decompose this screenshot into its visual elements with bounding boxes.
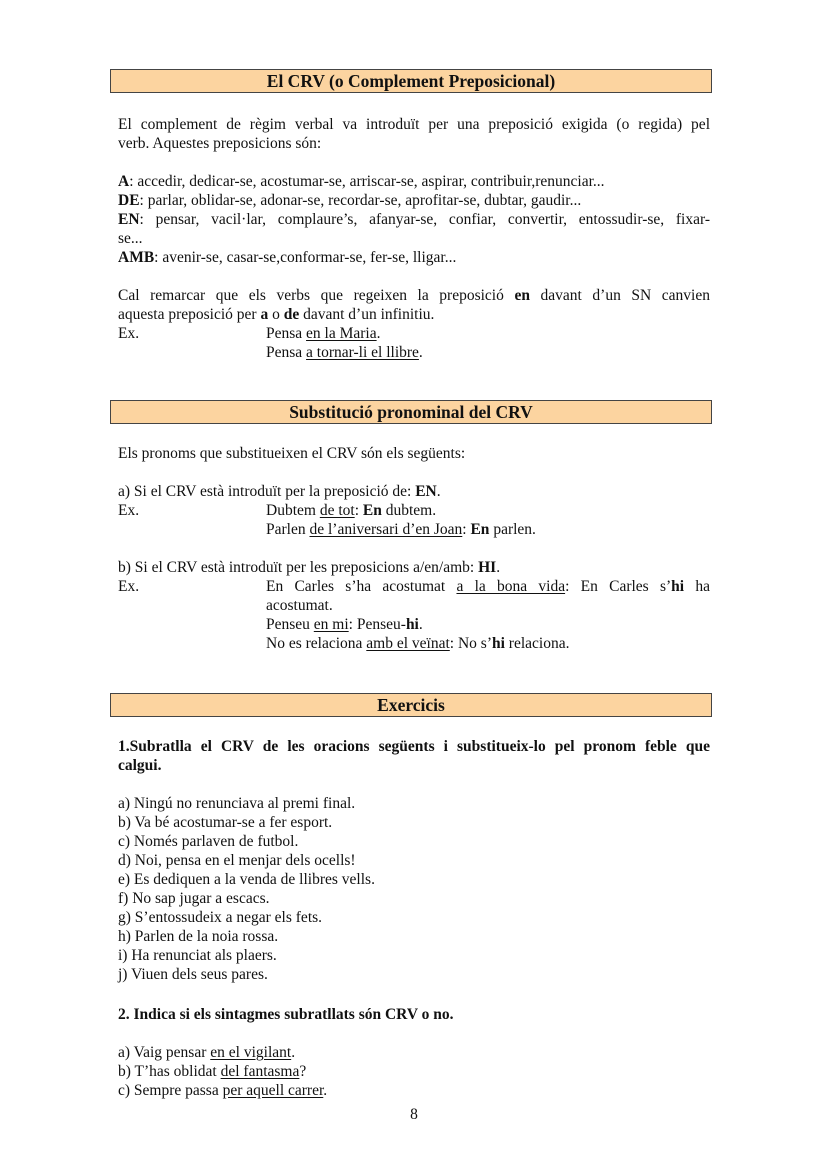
crv-underlined: en mi bbox=[313, 616, 349, 633]
crv-underlined: a la bona vida bbox=[456, 578, 566, 595]
exercise-1-item: c) Només parlaven de futbol. bbox=[118, 833, 299, 850]
section-heading-substitution: Substitució pronominal del CRV bbox=[110, 400, 712, 424]
crv-underlined: de tot bbox=[319, 502, 355, 519]
remark-text: o bbox=[268, 306, 284, 323]
exercise-1-item: g) S’entossudeix a negar els fets. bbox=[118, 909, 323, 926]
pronoun-bold: En bbox=[470, 521, 490, 538]
example-text: relaciona. bbox=[504, 635, 570, 652]
subst-b-example-2 bbox=[266, 615, 423, 634]
remark-text: davant d’un SN canvien bbox=[529, 287, 710, 304]
subst-rule-a bbox=[118, 482, 441, 501]
prep-a-line bbox=[118, 172, 605, 191]
exercise-2-item-c bbox=[118, 1081, 327, 1100]
section-heading-crv: El CRV (o Complement Preposicional) bbox=[110, 69, 712, 93]
prep-a-label: A bbox=[118, 173, 130, 190]
example-text: No es relaciona bbox=[266, 635, 367, 652]
example-label: Ex. bbox=[118, 325, 140, 342]
pronoun-en: EN bbox=[415, 483, 437, 500]
exercise-2-item-b bbox=[118, 1062, 306, 1081]
exercise-1-item: a) Ningú no renunciava al premi final. bbox=[118, 795, 356, 812]
remark-text: aquesta preposició per bbox=[118, 306, 261, 323]
section-heading-exercises: Exercicis bbox=[110, 693, 712, 717]
pronoun-bold: hi bbox=[671, 578, 685, 595]
prep-amb-line bbox=[118, 248, 456, 267]
exercise-1-item: i) Ha renunciat als plaers. bbox=[118, 947, 277, 964]
subst-rule-b bbox=[118, 558, 500, 577]
crv-underlined: a tornar-li el llibre bbox=[306, 344, 419, 361]
example-text: parlen. bbox=[489, 521, 536, 538]
remark-line-1 bbox=[118, 286, 710, 305]
exercise-1-item: h) Parlen de la noia rossa. bbox=[118, 928, 279, 945]
pronoun-hi: HI bbox=[478, 559, 497, 576]
example-label: Ex. bbox=[118, 502, 140, 519]
example-text: : Penseu- bbox=[348, 616, 406, 633]
subst-b-example-1-cont: acostumat. bbox=[266, 597, 333, 614]
remark-text: Cal remarcar que els verbs que regeixen la preposició bbox=[118, 287, 515, 304]
exercise-1-item: j) Viuen dels seus pares. bbox=[118, 966, 268, 983]
example-text: . bbox=[376, 325, 381, 342]
prep-en-continuation: se... bbox=[118, 230, 143, 247]
example-text: Dubtem bbox=[266, 502, 320, 519]
remark-bold: a bbox=[260, 306, 269, 323]
item-text: ? bbox=[299, 1063, 307, 1080]
subst-a-example-2 bbox=[266, 520, 536, 539]
example-text: : bbox=[462, 521, 471, 538]
exercise-1-item: e) Es dediquen a la venda de llibres vells. bbox=[118, 871, 375, 888]
prep-de-line bbox=[118, 191, 581, 210]
rule-text: . bbox=[496, 559, 501, 576]
remark-bold: en bbox=[514, 287, 530, 304]
exercise-1-title-line-1: 1.Subratlla el CRV de les oracions següents i substitueix-lo pel pronom feble que bbox=[118, 738, 710, 755]
intro-line-1: El complement de règim verbal va introduït per una preposició exigida (o regida) pel bbox=[118, 116, 710, 133]
crv-underlined: de l’aniversari d’en Joan bbox=[309, 521, 463, 538]
example-text: Penseu bbox=[266, 616, 314, 633]
item-text: . bbox=[291, 1044, 296, 1061]
example-text: En Carles s’ha acostumat bbox=[266, 578, 457, 595]
underlined-phrase: en el vigilant bbox=[210, 1044, 292, 1061]
example-text: Parlen bbox=[266, 521, 310, 538]
intro-line-2: verb. Aquestes preposicions són: bbox=[118, 135, 322, 152]
item-text: b) T’has oblidat bbox=[118, 1063, 221, 1080]
item-text: c) Sempre passa bbox=[118, 1082, 223, 1099]
underlined-phrase: per aquell carrer bbox=[222, 1082, 324, 1099]
subst-b-example-3 bbox=[266, 634, 569, 653]
exercise-2-title: 2. Indica si els sintagmes subratllats són CRV o no. bbox=[118, 1006, 454, 1023]
example-text: Pensa bbox=[266, 325, 307, 342]
prep-en-text: : pensar, vacil·lar, complaure’s, afanyar-se, confiar, convertir, entossudir-se, fixar- bbox=[139, 211, 710, 228]
remark-line-2 bbox=[118, 305, 434, 324]
subst-intro: Els pronoms que substitueixen el CRV són els següents: bbox=[118, 445, 466, 462]
pronoun-bold: hi bbox=[491, 635, 505, 652]
example-text: ha bbox=[684, 578, 710, 595]
crv-underlined: en la Maria bbox=[306, 325, 377, 342]
underlined-phrase: del fantasma bbox=[220, 1063, 300, 1080]
item-text: a) Vaig pensar bbox=[118, 1044, 211, 1061]
pronoun-bold: En bbox=[362, 502, 382, 519]
prep-de-text: : parlar, oblidar-se, adonar-se, recordar-se, aprofitar-se, dubtar, gaudir... bbox=[139, 192, 582, 209]
example-text: : En Carles s’ bbox=[565, 578, 672, 595]
prep-en-line bbox=[118, 210, 710, 229]
example-text: : bbox=[354, 502, 363, 519]
example-text: . bbox=[418, 344, 423, 361]
example-text: dubtem. bbox=[381, 502, 437, 519]
remark-bold: de bbox=[283, 306, 300, 323]
remark-example-1 bbox=[266, 324, 381, 343]
exercise-1-title-line-2: calgui. bbox=[118, 757, 162, 774]
rule-text: b) Si el CRV està introduït per les preposicions a/en/amb: bbox=[118, 559, 479, 576]
rule-text: a) Si el CRV està introduït per la preposició de: bbox=[118, 483, 416, 500]
pronoun-bold: hi bbox=[405, 616, 419, 633]
subst-a-example-1 bbox=[266, 501, 436, 520]
exercise-2-item-a bbox=[118, 1043, 295, 1062]
page-number: 8 bbox=[410, 1106, 418, 1123]
prep-a-text: : accedir, dedicar-se, acostumar-se, arriscar-se, aspirar, contribuir,renunciar... bbox=[129, 173, 605, 190]
example-label: Ex. bbox=[118, 578, 140, 595]
exercise-1-item: d) Noi, pensa en el menjar dels ocells! bbox=[118, 852, 356, 869]
rule-text: . bbox=[436, 483, 441, 500]
example-text: Pensa bbox=[266, 344, 307, 361]
remark-text: davant d’un infinitiu. bbox=[299, 306, 435, 323]
exercise-1-item: f) No sap jugar a escacs. bbox=[118, 890, 270, 907]
item-text: . bbox=[323, 1082, 328, 1099]
prep-de-label: DE bbox=[118, 192, 140, 209]
subst-b-example-1 bbox=[266, 577, 710, 596]
prep-amb-text: : avenir-se, casar-se,conformar-se, fer-se, lligar... bbox=[154, 249, 457, 266]
remark-example-2 bbox=[266, 343, 423, 362]
prep-en-label: EN bbox=[118, 211, 140, 228]
crv-underlined: amb el veïnat bbox=[366, 635, 450, 652]
exercise-1-item: b) Va bé acostumar-se a fer esport. bbox=[118, 814, 333, 831]
example-text: : No s’ bbox=[449, 635, 492, 652]
prep-amb-label: AMB bbox=[118, 249, 155, 266]
example-text: . bbox=[418, 616, 423, 633]
